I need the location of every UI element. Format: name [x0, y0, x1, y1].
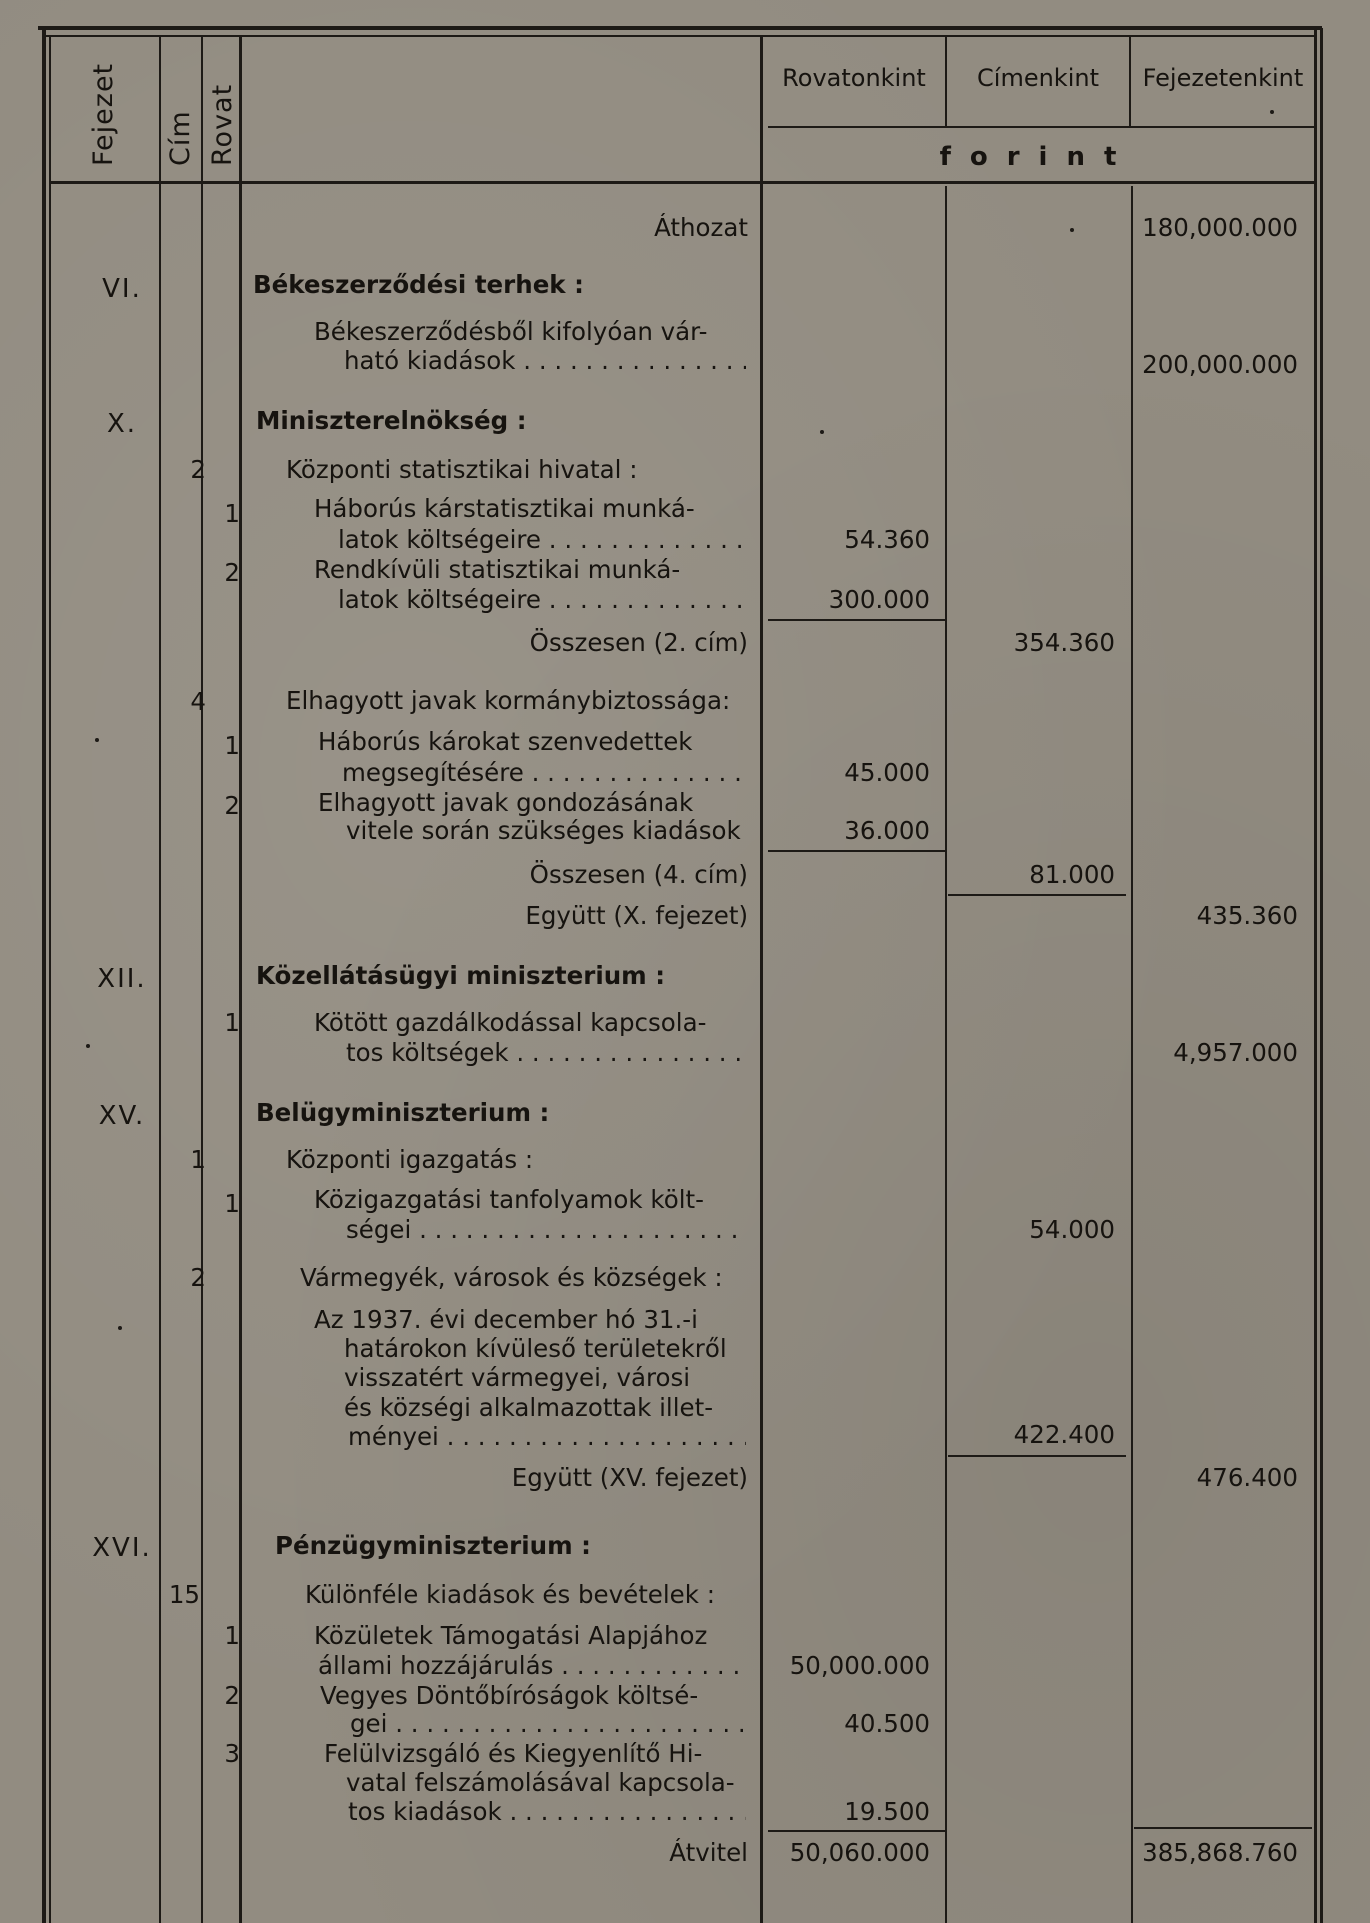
atvitel-label: Átvitel [669, 1838, 748, 1867]
item-text: Háborús kárstatisztikai munká- [314, 494, 695, 523]
chapter-total-label: Együtt (XV. fejezet) [511, 1463, 748, 1492]
subtotal-label: Összesen (4. cím) [529, 860, 748, 889]
rovat-number: 1 [224, 731, 240, 760]
sum-rule [1134, 1827, 1312, 1829]
chapter-amount: 200,000.000 [1142, 350, 1298, 379]
item-text: Közigazgatási tanfolyamok költ- [314, 1185, 704, 1214]
item-text: határokon kívüleső területekről [344, 1334, 727, 1363]
speck [1070, 228, 1074, 232]
top-border [38, 26, 1322, 30]
item-text: Vegyes Döntőbíróságok költsé- [320, 1681, 699, 1710]
chapter-numeral-x: X. [106, 409, 138, 439]
chapter-title-xvi: Pénzügyminiszterium : [275, 1531, 591, 1560]
item-text: latok költségeire . . . [338, 585, 746, 615]
header-bottom-line [50, 181, 1315, 184]
rovat-number: 1 [224, 1008, 240, 1037]
rovat-number: 3 [224, 1739, 240, 1768]
header-unit: forint [939, 142, 1136, 172]
item-text: Békeszerződésből kifolyóan vár- [314, 317, 708, 346]
item-text: ményei . . . [348, 1422, 746, 1452]
left-border-inner [49, 35, 51, 1923]
chapter-numeral-vi: VI. [102, 274, 142, 304]
cim-amount: 422.400 [1013, 1420, 1115, 1449]
speck [1270, 110, 1274, 114]
cim-amount: 354.360 [1013, 628, 1115, 657]
header-fejezetenkint: Fejezetenkint [1142, 64, 1304, 92]
item-text: tos kiadások . . . [348, 1797, 746, 1827]
athozat-amount: 180,000.000 [1142, 213, 1298, 242]
divider-amount1 [760, 36, 763, 1923]
item-text: vatal felszámolásával kapcsola- [346, 1768, 735, 1797]
speck [86, 1044, 90, 1048]
cim-title: Különféle kiadások és bevételek : [305, 1580, 715, 1609]
chapter-numeral-xvi: XVI. [92, 1533, 152, 1563]
rovat-number: 2 [224, 791, 240, 820]
cim-title: Központi statisztikai hivatal : [286, 455, 638, 484]
item-text: Közületek Támogatási Alapjához [314, 1621, 708, 1650]
top-border-inner [44, 35, 1316, 37]
rovat-amount: 54.360 [844, 525, 930, 554]
header-cimenkint: Címenkint [977, 64, 1099, 92]
cim-number: 4 [190, 687, 206, 716]
cim-amount: 54.000 [1029, 1215, 1115, 1244]
divider-amount2-lower [945, 186, 947, 1923]
item-text: állami hozzájárulás . . . [318, 1651, 746, 1681]
chapter-numeral-xv: XV. [98, 1101, 146, 1131]
rovat-number: 2 [224, 1681, 240, 1710]
item-text: tos költségek . . . [346, 1038, 746, 1068]
sum-rule [948, 894, 1126, 896]
chapter-total-amount: 435.360 [1196, 901, 1298, 930]
chapter-total-amount: 476.400 [1196, 1463, 1298, 1492]
header-rovat: Rovat [207, 83, 238, 166]
item-text: vitele során szükséges kiadások [346, 816, 741, 845]
item-text: Háborús károkat szenvedettek [318, 727, 693, 756]
right-border [1314, 28, 1317, 1923]
chapter-title-x: Miniszterelnökség : [256, 406, 527, 435]
right-border-inner [1320, 28, 1323, 1923]
cim-number: 1 [190, 1145, 206, 1174]
divider-cim [159, 36, 161, 1923]
rovat-number: 2 [224, 558, 240, 587]
rovat-number: 1 [224, 499, 240, 528]
chapter-numeral-xii: XII. [97, 964, 147, 994]
header-rovatonkint: Rovatonkint [782, 64, 926, 92]
divider-rovat [201, 36, 203, 1923]
speck [118, 1326, 122, 1330]
header-fejezet: Fejezet [88, 62, 119, 166]
rovat-number: 1 [224, 1621, 240, 1650]
chapter-title-xv: Belügyminiszterium : [256, 1098, 550, 1127]
item-text: Kötött gazdálkodással kapcsola- [314, 1008, 707, 1037]
item-text: Az 1937. évi december hó 31.-i [314, 1305, 698, 1334]
sum-rule [768, 619, 946, 621]
item-text: Felülvizsgáló és Kiegyenlítő Hi- [324, 1739, 703, 1768]
sum-rule [768, 850, 946, 852]
item-text: Rendkívüli statisztikai munká- [314, 555, 681, 584]
cim-title: Vármegyék, városok és községek : [300, 1263, 723, 1292]
chapter-total-label: Együtt (X. fejezet) [525, 901, 748, 930]
item-text: gei . . . [350, 1709, 746, 1739]
rovat-amount: 19.500 [844, 1797, 930, 1826]
chapter-title-vi: Békeszerződési terhek : [253, 270, 584, 299]
item-text: visszatért vármegyei, városi [344, 1363, 691, 1392]
divider-amount3-lower [1131, 186, 1133, 1923]
rovat-amount: 36.000 [844, 816, 930, 845]
rovat-amount: 50,000.000 [789, 1651, 930, 1680]
left-border [42, 28, 46, 1923]
item-text: ségei . . . [346, 1215, 746, 1245]
rovat-amount: 45.000 [844, 758, 930, 787]
item-text: és községi alkalmazottak illet- [344, 1393, 714, 1422]
item-text: latok költségeire . . . [338, 525, 746, 555]
cim-title: Elhagyott javak kormánybiztossága: [286, 686, 731, 715]
rovat-amount: 40.500 [844, 1709, 930, 1738]
item-text: ható kiadások . . . [344, 346, 746, 376]
sum-rule [948, 1455, 1126, 1457]
cim-number: 2 [190, 1263, 206, 1292]
cim-amount: 81.000 [1029, 860, 1115, 889]
sum-rule [768, 1830, 946, 1832]
header-cim: Cím [165, 110, 196, 166]
header-mid-line [768, 126, 1314, 128]
rovat-amount: 300.000 [828, 585, 930, 614]
item-text: megsegítésére . . . [342, 758, 746, 788]
speck [95, 738, 99, 742]
subtotal-label: Összesen (2. cím) [529, 628, 748, 657]
atvitel-rovat-amount: 50,060.000 [789, 1838, 930, 1867]
cim-number: 2 [190, 455, 206, 484]
rovat-number: 1 [224, 1189, 240, 1218]
item-text: Elhagyott javak gondozásának [318, 788, 694, 817]
athozat-label: Áthozat [654, 213, 748, 242]
chapter-amount: 4,957.000 [1173, 1038, 1298, 1067]
speck [820, 430, 824, 434]
atvitel-fejezet-amount: 385,868.760 [1142, 1838, 1298, 1867]
chapter-title-xii: Közellátásügyi miniszterium : [256, 961, 666, 990]
cim-title: Központi igazgatás : [286, 1145, 534, 1174]
cim-number: 15 [168, 1580, 200, 1609]
